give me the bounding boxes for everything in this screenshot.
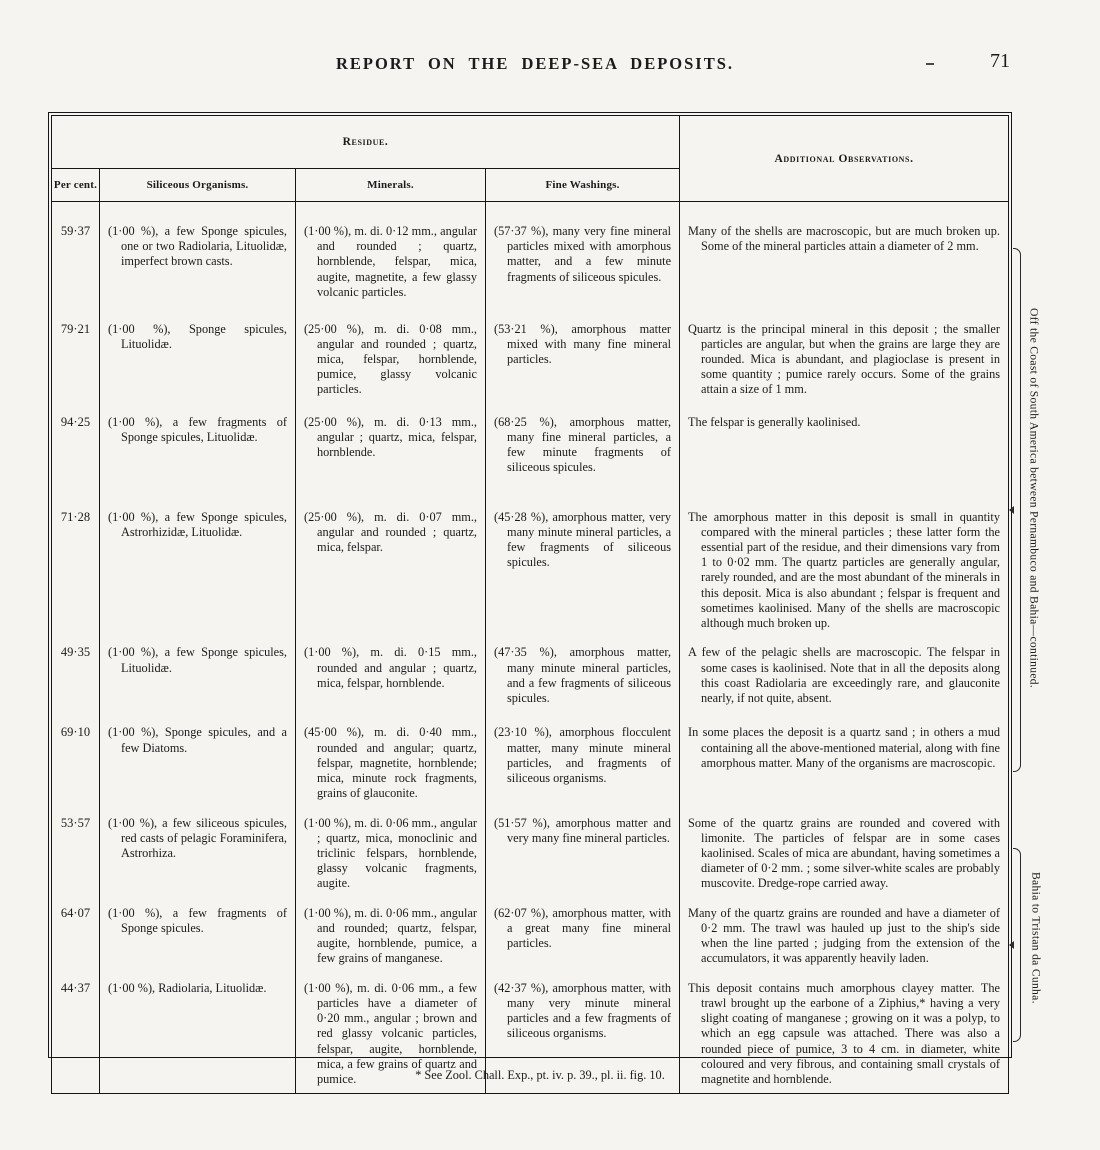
- ink-mark: [926, 63, 934, 65]
- cell-text: (1·00 %), m. di. 0·06 mm., a few particles have a diameter of 0·20 mm., angular ; brown and red glassy volcanic particles, felspar, augite, hornblende, mica, a few grains of quartz and pumice.: [304, 980, 477, 1087]
- cell-text: Quartz is the principal mineral in this deposit ; the smaller particles are angular, but when the grains are large they are rounded. Mica is abundant, and plagioclase is present in some quantity ; pumice rarely occurs. Some of the grains attain a size of 1 mm.: [688, 321, 1000, 397]
- fine-washings-cell: [486, 637, 680, 717]
- siliceous-cell: [100, 314, 296, 407]
- margin-label-pernambuco-bahia: Off the Coast of South America between Pernambuco and Bahia—continued.: [1027, 308, 1041, 689]
- siliceous-cell: [100, 502, 296, 638]
- footnote: * See Zool. Chall. Exp., pt. iv. p. 39., pl. ii. fig. 10.: [415, 1068, 665, 1082]
- cell-text: (42·37 %), amorphous matter, with many very minute mineral particles and a few fragments of siliceous organisms.: [494, 980, 672, 1041]
- table-row: [52, 637, 1009, 717]
- residue-header: Residue.: [52, 116, 680, 169]
- cell-text: Some of the quartz grains are rounded and covered with limonite. The particles of felspar are in some cases kaolinised. Scales of mica are abundant, having sometimes a diameter of 0·2 mm. ; some silver-white scales are probably muscovite. Dredge-rope carried away.: [688, 815, 1000, 891]
- additional-cell: [680, 898, 1009, 973]
- page-number: 71: [990, 50, 1010, 72]
- cell-text: (45·00 %), m. di. 0·40 mm., rounded and angular; quartz, felspar, magnetite, hornblende; mica, minute rock fragments, grains of glauconite.: [304, 725, 477, 801]
- additional-cell: [680, 407, 1009, 502]
- siliceous-cell: [100, 202, 296, 314]
- table-row: [52, 717, 1009, 807]
- per-cent-cell: 71·28: [60, 509, 91, 524]
- minerals-header: Minerals.: [296, 169, 486, 202]
- additional-cell: [680, 314, 1009, 407]
- fine-washings-cell: [486, 202, 680, 314]
- cell-text: (62·07 %), amorphous matter, with a great many fine mineral particles.: [494, 905, 672, 951]
- fine-washings-cell: [486, 502, 680, 638]
- additional-cell: [680, 808, 1009, 898]
- per-cent-cell: 49·35: [60, 645, 91, 660]
- minerals-cell: [296, 717, 486, 807]
- per-cent-cell: 44·37: [60, 980, 91, 995]
- per-cent-cell: 53·57: [60, 815, 91, 830]
- cell-text: (45·28 %), amorphous matter, very many minute mineral particles, a few fragments of siliceous spicules.: [494, 509, 672, 570]
- cell-text: (23·10 %), amorphous flocculent matter, many minute mineral particles, and fragments of siliceous organisms.: [494, 725, 672, 786]
- per-cent-header: Per cent.: [52, 169, 100, 202]
- cell-text: In some places the deposit is a quartz sand ; in others a mud containing all the above-mentioned material, along with fine amorphous matter. Many of the organisms are macroscopic.: [688, 725, 1000, 770]
- cell-text: (57·37 %), many very fine mineral particles mixed with amorphous matter, and a few minute fragments of siliceous spicules.: [494, 224, 672, 284]
- deposits-table-grid: [51, 115, 1009, 1094]
- cell-text: (1·00 %), m. di. 0·15 mm., rounded and angular ; quartz, mica, felspar, hornblende.: [304, 645, 477, 690]
- table-row: [52, 407, 1009, 502]
- siliceous-cell: [100, 898, 296, 973]
- cell-text: (53·21 %), amorphous matter mixed with many fine mineral particles.: [494, 321, 672, 366]
- cell-text: (1·00 %), m. di. 0·06 mm., angular and rounded; quartz, felspar, augite, hornblende, pumice, a few grains of manganese.: [304, 905, 477, 966]
- siliceous-cell: [100, 808, 296, 898]
- cell-text: This deposit contains much amorphous clayey matter. The trawl brought up the earbone of a Ziphius,* having a very slight coating of manganese ; growing on it was a polyp, to which an egg capsule was attached. There was also a rounded piece of pumice, 3 to 4 cm. in diameter, white coloured and very fibrous, and containing small crystals of magnetite and hornblende.: [688, 980, 1000, 1087]
- minerals-cell: [296, 808, 486, 898]
- cell-text: (1·00 %), a few fragments of Sponge spicules, Lituolidæ.: [108, 414, 287, 444]
- minerals-cell: [296, 407, 486, 502]
- additional-observations-header: Additional Observations.: [680, 116, 1009, 202]
- fine-washings-header: Fine Washings.: [486, 169, 680, 202]
- cell-text: (1·00 %), Sponge spicules, Lituolidæ.: [108, 321, 287, 351]
- cell-text: A few of the pelagic shells are macroscopic. The felspar in some cases is kaolinised. Note that in all the deposits along this coast Radiolaria are exceedingly rare, and glauconite nearly, if not quite, absent.: [688, 645, 1000, 706]
- cell-text: (68·25 %), amorphous matter, many fine mineral particles, a few minute fragments of siliceous spicules.: [494, 414, 672, 475]
- minerals-cell: [296, 202, 486, 314]
- siliceous-cell: [100, 407, 296, 502]
- table-row: [52, 314, 1009, 407]
- cell-text: (1·00 %), Radiolaria, Lituolidæ.: [108, 980, 267, 995]
- siliceous-cell: [100, 637, 296, 717]
- table-header: [52, 116, 1009, 202]
- cell-text: Many of the shells are macroscopic, but are much broken up. Some of the mineral particles attain a diameter of 2 mm.: [688, 224, 1000, 254]
- table-row: [52, 502, 1009, 638]
- table-row: [52, 202, 1009, 314]
- fine-washings-cell: [486, 898, 680, 973]
- minerals-cell: [296, 314, 486, 407]
- group-brace: [1013, 848, 1021, 1042]
- fine-washings-cell: [486, 717, 680, 807]
- per-cent-cell: 69·10: [60, 725, 91, 740]
- cell-text: (25·00 %), m. di. 0·13 mm., angular ; quartz, mica, felspar, hornblende.: [304, 414, 477, 459]
- fine-washings-cell: [486, 407, 680, 502]
- cell-text: Many of the quartz grains are rounded and have a diameter of 0·2 mm. The trawl was hauled up just to the ship's side when the line parted ; judging from the extension of the accumulators, it was apparently heavily laden.: [688, 905, 1000, 966]
- cell-text: (47·35 %), amorphous matter, many minute mineral particles, and a few fragments of siliceous spicules.: [494, 645, 672, 706]
- cell-text: (51·57 %), amorphous matter and very many fine mineral particles.: [494, 815, 672, 845]
- cell-text: (1·00 %), a few fragments of Sponge spicules.: [108, 905, 287, 935]
- cell-text: (25·00 %), m. di. 0·08 mm., angular and rounded ; quartz, mica, felspar, hornblende, pumice, glassy volcanic particles.: [304, 321, 477, 397]
- siliceous-organisms-header: Siliceous Organisms.: [100, 169, 296, 202]
- additional-cell: [680, 637, 1009, 717]
- cell-text: The felspar is generally kaolinised.: [688, 414, 861, 429]
- page-title: REPORT ON THE DEEP-SEA DEPOSITS.: [335, 54, 735, 73]
- cell-text: (1·00 %), a few Sponge spicules, Lituolidæ.: [108, 645, 287, 675]
- group-brace: [1013, 248, 1021, 772]
- fine-washings-cell: [486, 808, 680, 898]
- cell-text: (1·00 %), m. di. 0·12 mm., angular and rounded ; quartz, hornblende, felspar, mica, augite, magnetite, a few glassy volcanic particles.: [304, 224, 477, 299]
- margin-label-bahia-tristan: Bahia to Tristan da Cunha.: [1029, 872, 1043, 1004]
- minerals-cell: [296, 898, 486, 973]
- cell-text: (1·00 %), Sponge spicules, and a few Diatoms.: [108, 725, 287, 755]
- cell-text: (1·00 %), a few Sponge spicules, Astrorhizidæ, Lituolidæ.: [108, 509, 287, 539]
- additional-cell: [680, 717, 1009, 807]
- minerals-cell: [296, 502, 486, 638]
- fine-washings-cell: [486, 314, 680, 407]
- cell-text: (25·00 %), m. di. 0·07 mm., angular and rounded ; quartz, mica, felspar.: [304, 509, 477, 554]
- siliceous-cell: [100, 717, 296, 807]
- per-cent-cell: 59·37: [60, 224, 91, 238]
- additional-cell: [680, 202, 1009, 314]
- minerals-cell: [296, 637, 486, 717]
- table-row: [52, 808, 1009, 898]
- cell-text: The amorphous matter in this deposit is small in quantity compared with the mineral particles ; these latter form the essential part of the residue, and their dimensions vary from 1 to 0·02 mm. The quartz particles are generally angular, rarely rounded, and are the most abundant of the minerals in this deposit. Mica is also abundant ; felspar is frequent and sometimes kaolinised. Many of the shells are macroscopic although much broken up.: [688, 509, 1000, 631]
- table-row: [52, 898, 1009, 973]
- cell-text: (1·00 %), a few siliceous spicules, red casts of pelagic Foraminifera, Astrorhiza.: [108, 815, 287, 861]
- cell-text: (1·00 %), m. di. 0·06 mm., angular ; quartz, mica, monoclinic and triclinic felspars, hornblende, glassy volcanic fragments, augite.: [304, 815, 477, 891]
- per-cent-cell: 94·25: [60, 414, 91, 429]
- additional-cell: [680, 502, 1009, 638]
- per-cent-cell: 79·21: [60, 321, 91, 336]
- cell-text: (1·00 %), a few Sponge spicules, one or two Radiolaria, Lituolidæ, imperfect brown casts.: [108, 224, 287, 269]
- table-body: [52, 202, 1009, 1094]
- per-cent-cell: 64·07: [60, 905, 91, 920]
